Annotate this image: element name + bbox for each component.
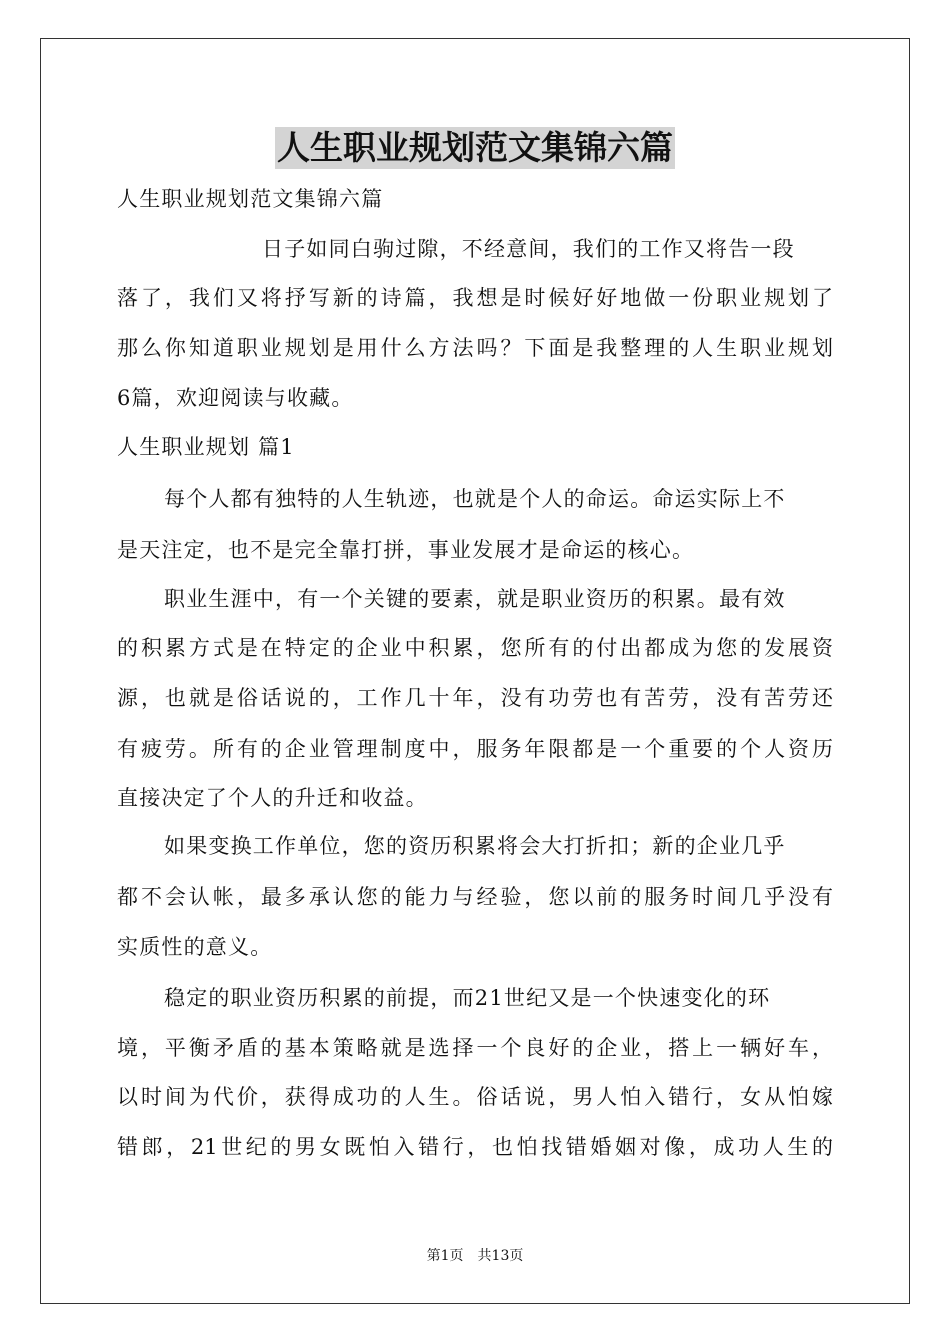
paragraph-line: 6篇，欢迎阅读与收藏。 [117,386,354,410]
paragraph-line: 源，也就是俗话说的，工作几十年，没有功劳也有苦劳，没有苦劳还 [117,686,833,710]
paragraph-line: 职业生涯中，有一个关键的要素，就是职业资历的积累。最有效 [164,587,786,611]
paragraph-line: 那么你知道职业规划是用什么方法吗？下面是我整理的人生职业规划 [117,336,833,360]
paragraph-line: 以时间为代价，获得成功的人生。俗话说，男人怕入错行，女从怕嫁 [117,1085,833,1109]
paragraph-line: 都不会认帐，最多承认您的能力与经验，您以前的服务时间几乎没有 [117,885,833,909]
paragraph-line: 落了，我们又将抒写新的诗篇，我想是时候好好地做一份职业规划了 [117,286,833,310]
subtitle-line: 人生职业规划范文集锦六篇 [117,187,384,211]
document-title: 人生职业规划范文集锦六篇 [277,128,673,167]
paragraph-line: 实质性的意义。 [117,935,273,959]
paragraph-line: 如果变换工作单位，您的资历积累将会大打折扣；新的企业几乎 [164,834,786,858]
paragraph-line: 稳定的职业资历积累的前提，而21世纪又是一个快速变化的环 [164,986,771,1010]
title-wrap [0,127,950,169]
paragraph-line: 日子如同白驹过隙，不经意间，我们的工作又将告一段 [262,237,795,261]
paragraph-line: 的积累方式是在特定的企业中积累，您所有的付出都成为您的发展资 [117,636,833,660]
paragraph-line: 每个人都有独特的人生轨迹，也就是个人的命运。命运实际上不 [164,487,786,511]
paragraph-line: 错郎，21世纪的男女既怕入错行，也怕找错婚姻对像，成功人生的 [117,1135,833,1159]
paragraph-line: 有疲劳。所有的企业管理制度中，服务年限都是一个重要的个人资历 [117,737,833,761]
section-heading: 人生职业规划 篇1 [117,435,295,459]
page-border [40,38,910,1304]
paragraph-line: 是天注定，也不是完全靠打拼，事业发展才是命运的核心。 [117,538,695,562]
paragraph-line: 直接决定了个人的升迁和收益。 [117,786,428,810]
page-footer: 第1页 共13页 [426,1248,524,1264]
paragraph-line: 境，平衡矛盾的基本策略就是选择一个良好的企业，搭上一辆好车， [117,1036,833,1060]
